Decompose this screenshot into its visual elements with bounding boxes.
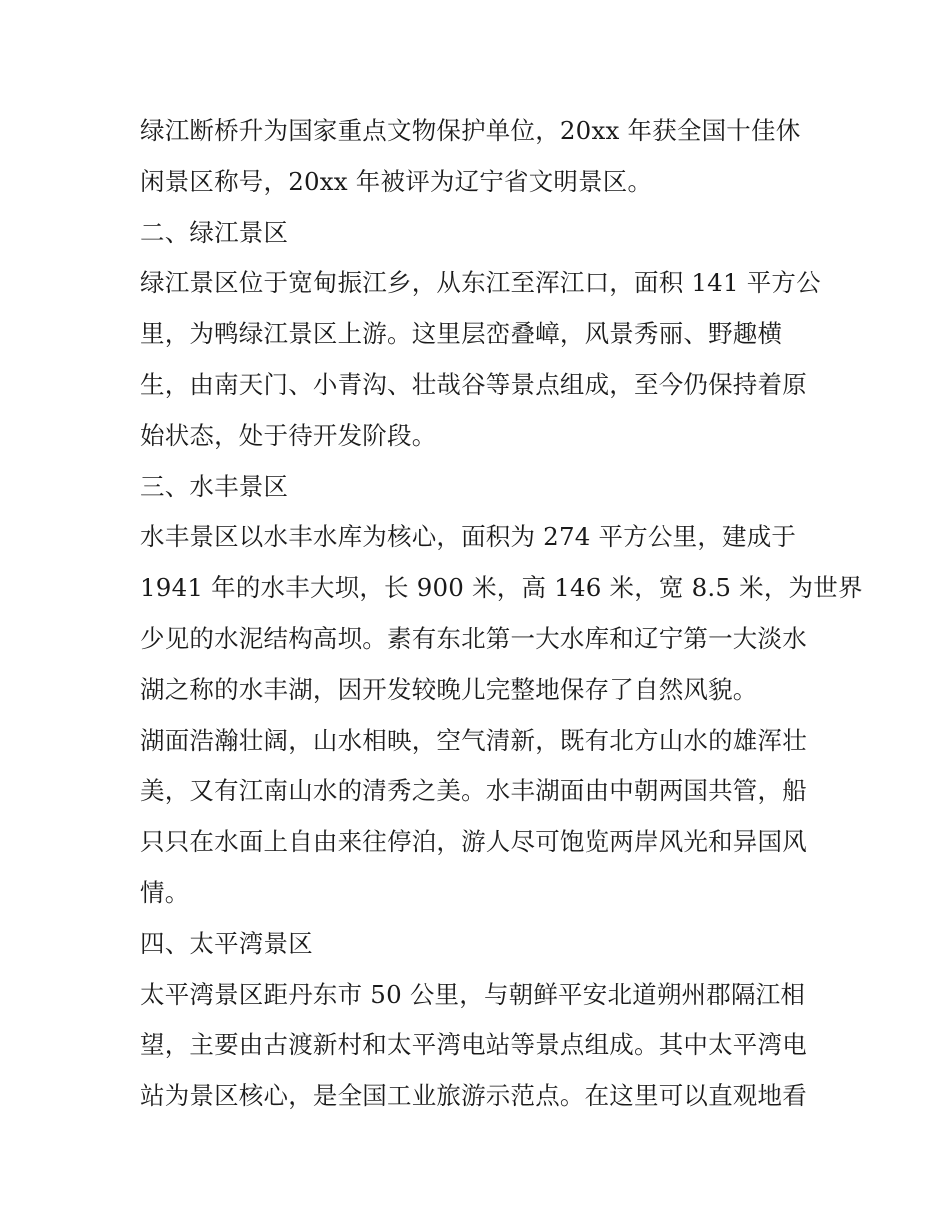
text-line: 湖之称的水丰湖，因开发较晚儿完整地保存了自然风貌。 <box>140 674 758 704</box>
text-line: 太平湾景区距丹东市 50 公里，与朝鲜平安北道朔州郡隔江相 <box>140 979 806 1009</box>
document-page <box>140 106 863 1122</box>
text-line: 生，由南天门、小青沟、壮哉谷等景点组成，至今仍保持着原 <box>140 369 807 399</box>
text-line: 水丰景区以水丰水库为核心，面积为 274 平方公里，建成于 <box>140 522 797 552</box>
text-line: 里，为鸭绿江景区上游。这里层峦叠嶂，风景秀丽、野趣横 <box>140 319 783 349</box>
text-line: 闲景区称号，20xx 年被评为辽宁省文明景区。 <box>140 166 653 196</box>
text-line: 站为景区核心，是全国工业旅游示范点。在这里可以直观地看 <box>140 1081 807 1111</box>
text-line: 湖面浩瀚壮阔，山水相映，空气清新，既有北方山水的雄浑壮 <box>140 725 807 755</box>
text-line: 只只在水面上自由来往停泊，游人尽可饱览两岸风光和异国风 <box>140 827 807 857</box>
text-line: 少见的水泥结构高坝。素有东北第一大水库和辽宁第一大淡水 <box>140 623 807 653</box>
text-line: 始状态，处于待开发阶段。 <box>140 420 437 450</box>
section-heading: 三、水丰景区 <box>140 471 289 501</box>
text-line: 美，又有江南山水的清秀之美。水丰湖面由中朝两国共管，船 <box>140 776 807 806</box>
text-line: 望，主要由古渡新村和太平湾电站等景点组成。其中太平湾电 <box>140 1030 807 1060</box>
text-line: 1941 年的水丰大坝，长 900 米，高 146 米，宽 8.5 米，为世界 <box>140 573 863 603</box>
text-line: 绿江景区位于宽甸振江乡，从东江至浑江口，面积 141 平方公 <box>140 268 821 298</box>
section-heading: 二、绿江景区 <box>140 217 289 247</box>
section-heading: 四、太平湾景区 <box>140 928 313 958</box>
text-line: 绿江断桥升为国家重点文物保护单位，20xx 年获全国十佳休 <box>140 116 801 145</box>
text-line: 情。 <box>140 877 190 907</box>
